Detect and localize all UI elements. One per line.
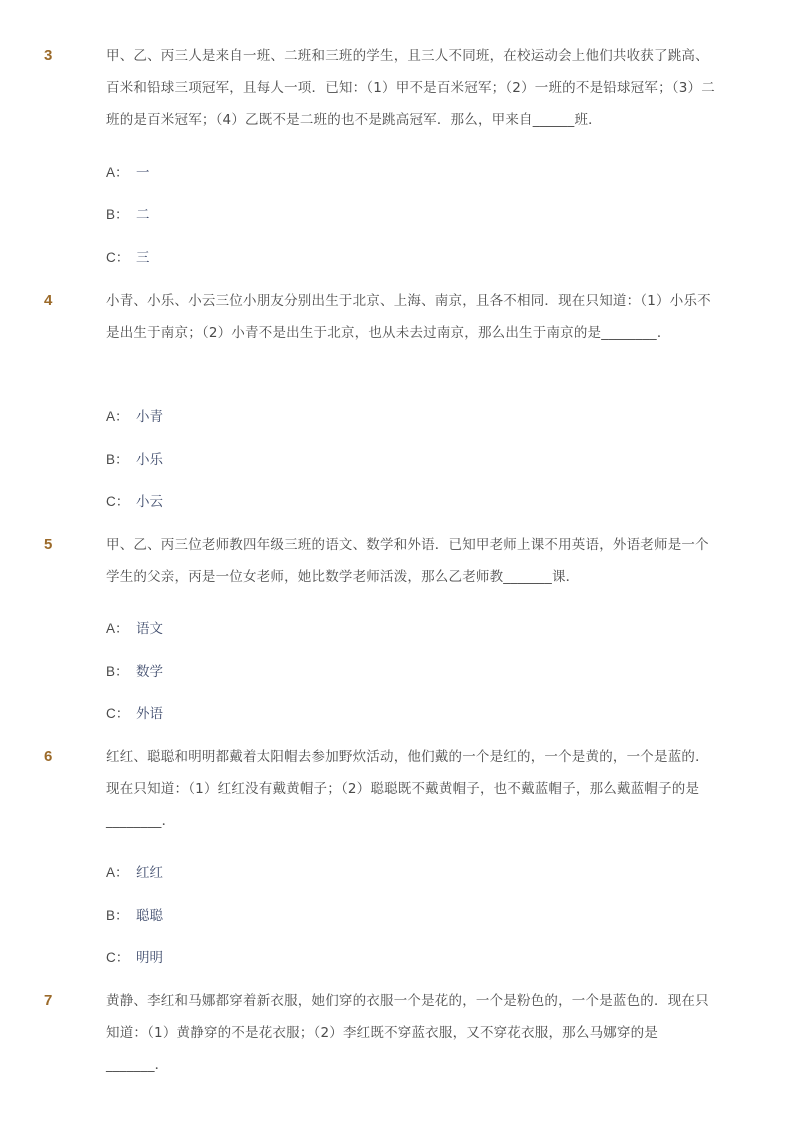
- option-letter: A：: [106, 409, 129, 424]
- option-c[interactable]: [106, 704, 163, 724]
- question-number: 7: [44, 992, 53, 1009]
- option-text: 小乐: [136, 452, 163, 468]
- option-text: 小云: [136, 494, 163, 510]
- question-number: 6: [44, 748, 53, 765]
- option-text: 语文: [136, 621, 163, 637]
- option-b[interactable]: [106, 662, 163, 682]
- option-letter: A：: [106, 865, 129, 880]
- option-letter: B：: [106, 664, 129, 679]
- option-letter: B：: [106, 908, 129, 923]
- option-c[interactable]: [106, 248, 150, 268]
- option-b[interactable]: [106, 450, 163, 470]
- question-text: 黄静、李红和马娜都穿着新衣服，她们穿的衣服一个是花的，一个是粉色的，一个是蓝色的．现在只知道：（1）黄静穿的不是花衣服；（2）李红既不穿蓝衣服，又不穿花衣服，那么马娜穿的是_______．: [106, 993, 709, 1073]
- option-letter: C：: [106, 950, 130, 965]
- option-letter: A：: [106, 165, 129, 180]
- option-c[interactable]: [106, 492, 163, 512]
- option-a[interactable]: [106, 163, 150, 183]
- option-text: 三: [136, 250, 150, 266]
- option-a[interactable]: [106, 619, 163, 639]
- option-letter: C：: [106, 494, 130, 509]
- option-b[interactable]: [106, 906, 163, 926]
- option-letter: C：: [106, 250, 130, 265]
- option-letter: B：: [106, 452, 129, 467]
- option-a[interactable]: [106, 407, 163, 427]
- question-number: 4: [44, 292, 53, 309]
- option-text: 一: [136, 165, 150, 181]
- option-text: 二: [136, 207, 150, 223]
- question-text: 红红、聪聪和明明都戴着太阳帽去参加野炊活动，他们戴的一个是红的，一个是黄的，一个是蓝的．现在只知道：（1）红红没有戴黄帽子；（2）聪聪既不戴黄帽子，也不戴蓝帽子，那么戴蓝帽子的是________．: [106, 749, 709, 829]
- question-text: 甲、乙、丙三位老师教四年级三班的语文、数学和外语．已知甲老师上课不用英语，外语老师是一个学生的父亲，丙是一位女老师，她比数学老师活泼，那么乙老师教_______课．: [106, 537, 709, 585]
- option-text: 外语: [136, 706, 163, 722]
- option-c[interactable]: [106, 948, 163, 968]
- option-letter: B：: [106, 207, 129, 222]
- question-text: 小青、小乐、小云三位小朋友分别出生于北京、上海、南京，且各不相同．现在只知道：（1）小乐不是出生于南京；（2）小青不是出生于北京，也从未去过南京，那么出生于南京的是________．: [106, 293, 711, 341]
- option-text: 红红: [136, 865, 163, 881]
- question-number: 5: [44, 536, 53, 553]
- question-number: 3: [44, 47, 53, 64]
- option-text: 明明: [136, 950, 163, 966]
- option-text: 聪聪: [136, 908, 163, 924]
- option-letter: A：: [106, 621, 129, 636]
- option-b[interactable]: [106, 205, 150, 225]
- option-text: 小青: [136, 409, 163, 425]
- option-letter: C：: [106, 706, 130, 721]
- question-text: 甲、乙、丙三人是来自一班、二班和三班的学生，且三人不同班，在校运动会上他们共收获了跳高、百米和铅球三项冠军，且每人一项．已知：（1）甲不是百米冠军；（2）一班的不是铅球冠军；（3）二班的是百米冠军；（4）乙既不是二班的也不是跳高冠军．那么，甲来自______班．: [106, 48, 715, 128]
- option-a[interactable]: [106, 863, 163, 883]
- option-text: 数学: [136, 664, 163, 680]
